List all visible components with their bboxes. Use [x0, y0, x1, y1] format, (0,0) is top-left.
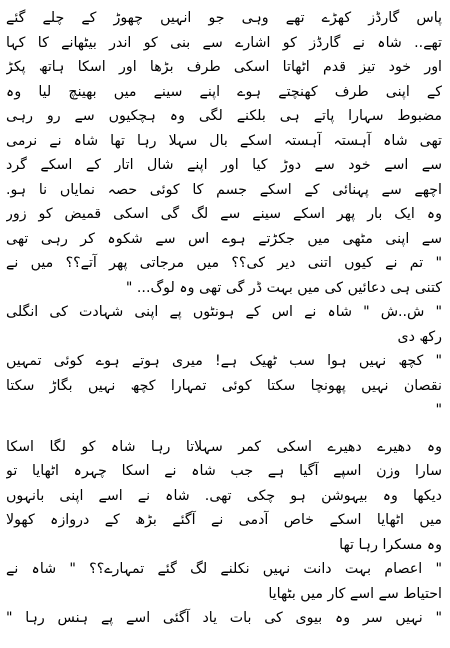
text-line: رکھ دی: [397, 328, 442, 345]
text-line: " تم نے کیوں اتنی دیر کی؟؟ میں مرجاتی پھر آتے؟؟ میں نے: [6, 255, 442, 271]
text-line: وہ دھیرے دھیرے اسکی کمر سہلاتا رہا شاہ کو لگا اسکا: [6, 438, 442, 455]
text-line: " نہیں سر وہ بیوی کی بات یاد آگئی اسے پے ہنس رہا ": [6, 610, 442, 626]
text-line: نقصان نہیں پھونچا سکتا کوئی تمہارا کچھ نہیں بگاڑ سکتا: [6, 377, 442, 394]
text-line: اور خود تیز قدم اٹھاتا اسکی طرف بڑھا اور اسکا ہاتھ پکڑ: [6, 59, 442, 75]
text-line: سارا وزن اسپے آگیا ہے جب شاہ نے اسکا چہرہ اٹھایا تو: [6, 463, 442, 479]
text-line: " کچھ نہیں ہوا سب ٹھیک ہے! میری ہوتے ہوے کوئی تمہیں: [6, 353, 442, 369]
text-line: " اعصام بہت دانت نہیں نکلنے لگ گئے تمہارے؟؟ " شاہ نے: [6, 561, 442, 577]
text-line: میں اٹھایا اسکے خاص آدمی نے آگئے بڑھ کے دروازہ کھولا: [6, 512, 442, 528]
text-line: وہ ایک بار پھر اسکے سینے سے لگ گی اسکی قمیض کو زور: [6, 206, 442, 222]
text-line: تھی شاہ آہستہ آہستہ اسکے بال سہلا رہا تھا شاہ نے نرمی: [6, 132, 442, 149]
text-line: وہ مسکرا رہا تھا: [339, 536, 442, 553]
text-line: دیکھا وہ بیہوشن ہو چکی تھی. شاہ نے اسے اپنی بانہوں: [6, 487, 442, 504]
text-line: سے اپنی مٹھی میں جکڑتے ہوے اس سے شکوہ کر رہی تھی: [6, 230, 442, 247]
text-line: اچھے سے پہنائی کے اسکے جسم کا کوئی حصہ نمایاں نا ہو.: [6, 181, 442, 198]
text-line: پاس گارڈز کھڑے تھے وہی جو انہیں چھوڑ کے چلے گئے: [6, 10, 442, 26]
text-line: کتنی ہی دعائیں کی میں بہت ڈر گی تھی وہ لوگ... ": [125, 279, 442, 296]
paragraph-2: [6, 435, 442, 631]
text-line: سے اسے خود سے دوڑ کیا اور اپنے شال اتار کے اسکے گرد: [6, 157, 442, 173]
paragraph-gap: [6, 423, 442, 435]
text-line: کے اپنی طرف کھنچتے ہوے اپنے سینے میں بھینچ لیا وہ: [6, 83, 442, 100]
paragraph-1: [6, 6, 442, 423]
text-line: مضبوط سہارا پاتے ہی بلکنے لگی وہ ہچکیوں سے رو رہی: [6, 108, 442, 124]
text-line: " ش..ش " شاہ نے اس کے ہونٹوں پے اپنی شہادت کی انگلی: [6, 304, 442, 320]
text-line: تھے.. شاہ نے گارڈز کو اشارے سے بنی کو اندر بیٹھانے کا کہا: [6, 34, 442, 51]
text-line: احتیاط سے اسے کار میں بٹھایا: [268, 585, 442, 602]
text-line: ": [435, 402, 442, 418]
